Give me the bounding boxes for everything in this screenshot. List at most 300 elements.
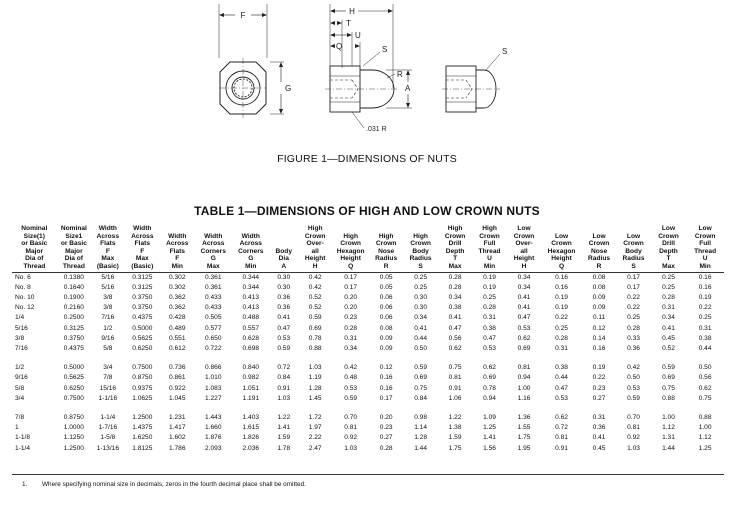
table-cell: 0.428 <box>169 314 186 322</box>
table-cell: 0.866 <box>205 364 222 372</box>
table-row <box>12 272 724 283</box>
table-cell: 1.72 <box>308 414 322 421</box>
column-header-line: F <box>140 247 145 255</box>
table-cell: 0.75 <box>662 384 675 392</box>
column-header-line: H <box>312 262 318 270</box>
table-cell: 0.48 <box>344 374 358 382</box>
table-cell: No. 8 <box>15 283 31 291</box>
table-cell: 1.417 <box>169 424 186 432</box>
table-cell: 0.19 <box>555 293 568 301</box>
table-cell: 0.41 <box>277 314 291 322</box>
table-cell: 0.2500 <box>63 314 84 322</box>
table-cell: 0.69 <box>517 344 531 352</box>
table-cell: 0.6250 <box>132 344 153 352</box>
table-cell: 0.31 <box>592 414 606 421</box>
table-cell: 0.488 <box>242 314 260 322</box>
column-header-line: High <box>378 232 394 240</box>
table-cell: 0.06 <box>379 314 393 322</box>
table-cell: 0.34 <box>517 273 531 281</box>
column-header-line: Min <box>171 262 183 270</box>
table-cell: 1.0000 <box>63 424 84 432</box>
table-cell: 7/16 <box>15 344 28 352</box>
column-header-line: Thread <box>23 262 46 270</box>
table-cell: 0.23 <box>379 424 393 432</box>
table-cell: 0.3125 <box>132 273 153 281</box>
table-cell: 0.47 <box>483 334 496 342</box>
table-cell: 1/2 <box>15 364 25 372</box>
table-cell: 9/16 <box>15 374 28 382</box>
table-cell: No. 10 <box>15 293 35 301</box>
column-header-line: Crown <box>588 240 610 248</box>
table-cell: 0.98 <box>414 414 428 421</box>
column-header-line: Crown <box>694 232 716 240</box>
table-cell: 0.81 <box>344 424 358 432</box>
column-header-line: Crown <box>513 232 535 240</box>
table-cell: 0.20 <box>344 304 358 312</box>
table-cell: 0.28 <box>379 444 393 452</box>
table-cell: 5/8 <box>103 344 113 352</box>
table-cell: 0.53 <box>344 384 358 392</box>
table-cell: 1.75 <box>517 434 531 442</box>
table-cell: 0.59 <box>344 394 358 402</box>
column-header-line: F <box>105 247 110 255</box>
column-header-line: Width <box>241 232 260 240</box>
table-cell: 0.41 <box>414 324 428 332</box>
table-cell: 1.56 <box>483 444 496 452</box>
nut-dimensions-figure <box>0 0 734 175</box>
column-header-line: Flats <box>100 240 116 248</box>
table-cell: 0.09 <box>592 293 606 301</box>
table-cell: 0.17 <box>627 273 640 281</box>
column-header-line: Nose <box>378 247 395 255</box>
table-cell: 0.25 <box>414 283 428 291</box>
table-cell: 1.22 <box>448 414 462 421</box>
column-header-line: Nose <box>590 247 608 255</box>
footnote-text: Where specifying nominal size in decimals, zeros in the fourth decimal place shall be omitted. <box>42 481 306 488</box>
label-A: A <box>405 84 411 93</box>
column-header-line: Height <box>340 255 361 263</box>
table-cell: 1.00 <box>698 424 712 432</box>
figure-caption: FIGURE 1—DIMENSIONS OF NUTS <box>277 153 457 165</box>
table-cell: 1.12 <box>662 424 675 432</box>
column-header <box>507 225 541 272</box>
table-cell: 9/16 <box>101 334 115 342</box>
column-header-line: R <box>383 262 389 270</box>
column-header-line: Crown <box>410 240 431 248</box>
table-cell: 0.28 <box>448 283 462 291</box>
table-cell: 1.78 <box>277 444 291 452</box>
table-cell: 0.17 <box>379 394 393 402</box>
table-cell: 0.41 <box>517 293 531 301</box>
table-cell: 0.34 <box>414 314 428 322</box>
column-header-line: Flats <box>169 247 185 255</box>
table-cell: 0.28 <box>662 293 675 301</box>
table-cell: 0.16 <box>379 374 393 382</box>
table-cell: 0.38 <box>448 304 462 312</box>
table-cell: 1.16 <box>517 394 531 402</box>
column-header <box>195 225 233 272</box>
column-header-line: Dia of <box>64 255 84 263</box>
table-cell: 0.44 <box>555 374 568 382</box>
table-cell: 0.22 <box>592 374 606 382</box>
table-cell: 0.361 <box>205 283 222 291</box>
table-cell: 1.55 <box>517 424 531 432</box>
table-cell: 3/8 <box>103 293 113 301</box>
table-cell: 0.650 <box>205 334 222 342</box>
table-cell: 0.41 <box>448 314 462 322</box>
table-cell: 0.362 <box>169 293 186 301</box>
table-cell: 1.443 <box>205 414 222 421</box>
column-header-line: A <box>281 262 287 270</box>
column-header-line: High <box>307 225 323 232</box>
column-header-line: Width <box>98 225 117 232</box>
table-cell: 0.34 <box>662 314 675 322</box>
column-header-line: Depth <box>445 247 465 255</box>
column-header-line: T <box>453 255 458 263</box>
table-cell: 0.982 <box>242 374 260 382</box>
crown-profile-view <box>325 4 412 133</box>
table-cell: 0.91 <box>277 384 291 392</box>
table-cell: 0.31 <box>555 344 568 352</box>
table-cell: 0.19 <box>698 293 712 301</box>
table-cell: 0.42 <box>308 273 322 281</box>
label-R: R <box>397 70 403 79</box>
table-cell: 1.0625 <box>132 394 153 402</box>
column-header <box>686 225 724 272</box>
column-header-line: Width <box>168 232 187 240</box>
table-cell: 1-5/8 <box>100 434 116 442</box>
table-cell: 0.84 <box>277 374 291 382</box>
table-cell: 1.25 <box>483 424 496 432</box>
column-header-line: or Basic <box>60 240 87 248</box>
table-cell: 0.52 <box>308 304 322 312</box>
column-header-line: U <box>487 255 492 263</box>
column-header-line: Crown <box>479 232 500 240</box>
table-cell: 0.75 <box>414 384 428 392</box>
table-cell: 0.05 <box>379 283 393 291</box>
table-cell: 0.33 <box>627 334 640 342</box>
table-cell: 0.45 <box>662 334 675 342</box>
table-cell: 0.8750 <box>63 414 84 421</box>
column-header-line: Dia of <box>25 255 44 263</box>
table-cell: 0.38 <box>698 334 712 342</box>
column-header-line: Max <box>206 262 220 270</box>
column-header-line: High <box>447 225 463 232</box>
table-cell: 1-1/4 <box>15 444 31 452</box>
table-cell: 0.19 <box>483 273 496 281</box>
table-cell: 1.8125 <box>132 444 153 452</box>
table-cell: 0.34 <box>448 293 462 301</box>
table-cell: 0.50 <box>414 344 428 352</box>
table-cell: 0.362 <box>169 304 186 312</box>
column-header-line: Flats <box>134 240 150 248</box>
table-cell: 0.72 <box>555 424 568 432</box>
table-cell: 0.36 <box>277 304 291 312</box>
table-cell: 0.5000 <box>63 364 84 372</box>
table-cell: 0.50 <box>627 374 640 382</box>
low-crown-view <box>442 47 507 112</box>
column-header <box>298 225 332 272</box>
table-cell: 0.433 <box>205 293 222 301</box>
table-cell: 0.922 <box>169 384 186 392</box>
table-cell: 0.34 <box>344 344 358 352</box>
table-cell: 0.81 <box>555 434 568 442</box>
label-F: F <box>240 11 246 20</box>
table-cell: 1.45 <box>308 394 322 402</box>
table-cell: 0.28 <box>344 324 358 332</box>
table-cell: 0.45 <box>592 444 606 452</box>
table-cell: 0.41 <box>662 324 675 332</box>
table-cell: 0.25 <box>662 283 675 291</box>
table-cell: 0.70 <box>344 414 358 421</box>
table-cell: 0.344 <box>242 273 260 281</box>
table-cell: 0.722 <box>205 344 222 352</box>
table-cell: 0.59 <box>308 314 322 322</box>
column-header-line: Min <box>483 262 496 270</box>
table-cell: 0.50 <box>698 364 712 372</box>
table-cell: 0.8750 <box>132 374 153 382</box>
column-header-line: Low <box>661 225 676 232</box>
table-cell: 0.56 <box>698 374 712 382</box>
column-header-line: Height <box>513 255 535 263</box>
label-U: U <box>355 31 361 40</box>
column-header-line: Major <box>65 247 83 255</box>
column-header <box>12 225 57 272</box>
column-header-line: Dia <box>278 255 289 263</box>
column-header-line: Body <box>625 247 642 255</box>
table-cell: No. 12 <box>15 304 35 312</box>
table-cell: 0.92 <box>344 434 358 442</box>
table-cell: 0.59 <box>277 344 291 352</box>
table-cell: 0.75 <box>448 364 462 372</box>
column-header-line: Hexagon <box>336 247 365 255</box>
table-cell: 0.413 <box>242 293 260 301</box>
table-cell: 0.2160 <box>63 304 84 312</box>
table-row <box>12 373 724 383</box>
table-cell: 0.3750 <box>132 293 153 301</box>
column-header-line: Crown <box>623 240 644 248</box>
column-header-line: Low <box>517 225 531 232</box>
table-cell: 0.28 <box>448 273 462 281</box>
table-cell: 1.12 <box>698 434 712 442</box>
table-cell: 0.1640 <box>63 283 84 291</box>
table-cell: 0.72 <box>277 364 291 372</box>
table-cell: 2.22 <box>308 434 322 442</box>
column-header-line: High <box>343 232 358 240</box>
table-row <box>12 413 724 423</box>
column-header <box>541 225 582 272</box>
column-header-line: Low <box>554 232 569 240</box>
table-cell: 1.403 <box>242 414 260 421</box>
column-header-line: Across <box>131 232 154 240</box>
column-header <box>91 225 124 272</box>
table-cell: 0.09 <box>379 334 393 342</box>
column-header-line: Crown <box>340 240 361 248</box>
column-header <box>332 225 369 272</box>
column-header-line: Crown <box>551 240 572 248</box>
column-header-line: Over- <box>306 240 324 248</box>
table-cell: 0.62 <box>555 414 568 421</box>
table-cell: 0.53 <box>277 334 291 342</box>
table-cell: 0.505 <box>205 314 222 322</box>
column-header-line: (Basic) <box>131 262 154 270</box>
footnote <box>22 481 306 488</box>
column-header-line: Across <box>239 240 262 248</box>
table-cell: 1.03 <box>344 444 358 452</box>
table-cell: 0.557 <box>242 324 260 332</box>
table-cell: 1.1250 <box>63 434 84 442</box>
column-header-line: Body <box>412 247 429 255</box>
table-header-row <box>12 225 724 272</box>
table-cell: 7/8 <box>15 414 25 421</box>
table-cell: 0.88 <box>698 414 712 421</box>
table-cell: 0.47 <box>277 324 291 332</box>
column-header <box>270 225 298 272</box>
column-header-line: High <box>413 232 428 240</box>
column-header-line: Crown <box>304 232 326 240</box>
table-cell: 0.08 <box>379 324 393 332</box>
table-cell: 0.577 <box>205 324 222 332</box>
column-header-line: G <box>210 255 216 263</box>
table-cell: 7/8 <box>103 374 113 382</box>
column-header-line: Size1 <box>65 232 83 240</box>
table-cell: 1.00 <box>662 414 675 421</box>
table-cell: 3/8 <box>103 304 113 312</box>
table-cell: 0.08 <box>592 273 606 281</box>
table-cell: 0.9375 <box>132 384 153 392</box>
table-cell: 1.615 <box>242 424 260 432</box>
table-cell: 1.19 <box>308 374 322 382</box>
table-cell: 0.30 <box>414 304 428 312</box>
table-cell: 1.6250 <box>132 434 153 442</box>
label-S-right: S <box>502 47 508 56</box>
table-cell: 1.22 <box>277 414 291 421</box>
column-header-line: H <box>521 262 527 270</box>
table-cell: 1.36 <box>517 414 531 421</box>
column-header <box>369 225 403 272</box>
column-header <box>438 225 472 272</box>
column-header-line: all <box>311 247 319 255</box>
table-cell: 0.16 <box>592 344 606 352</box>
table-cell: 0.41 <box>517 304 531 312</box>
table-row <box>12 433 724 443</box>
table-cell: 0.53 <box>517 324 531 332</box>
table-cell: 1.14 <box>414 424 428 432</box>
table-cell: 0.628 <box>242 334 260 342</box>
table-cell: 2.093 <box>205 444 222 452</box>
column-header-line: Across <box>202 240 225 248</box>
table-cell: 0.489 <box>169 324 186 332</box>
table-cell: 0.25 <box>698 314 712 322</box>
column-header-line: Low <box>626 232 641 240</box>
table-cell: 1-7/16 <box>98 424 118 432</box>
table-cell: 0.53 <box>627 384 640 392</box>
table-cell: 1.660 <box>205 424 222 432</box>
table-cell: 0.09 <box>592 304 606 312</box>
table-cell: 0.736 <box>169 364 186 372</box>
table-cell: 0.4375 <box>132 314 153 322</box>
table-cell: 0.34 <box>517 283 531 291</box>
table-cell: 7/16 <box>101 314 115 322</box>
column-header-line: Max <box>662 262 675 270</box>
table-cell: 0.14 <box>592 334 606 342</box>
table-cell: 1.09 <box>483 414 496 421</box>
column-header-line: Thread <box>478 247 501 255</box>
table-cell: 0.27 <box>592 394 606 402</box>
table-cell: 0.413 <box>242 304 260 312</box>
table-cell: 0.30 <box>277 273 291 281</box>
column-header-line: Max <box>448 262 462 270</box>
table-cell: 0.62 <box>448 344 462 352</box>
table-cell: 1.95 <box>517 444 531 452</box>
table-cell: 1.59 <box>448 434 462 442</box>
table-cell: 0.1380 <box>63 273 84 281</box>
column-header-line: Max <box>101 255 115 263</box>
table-cell: 0.69 <box>414 374 428 382</box>
table-cell: 1.28 <box>414 434 428 442</box>
table-cell: 0.433 <box>205 304 222 312</box>
column-header-line: G <box>248 255 254 263</box>
column-header <box>582 225 616 272</box>
column-header-line: (Basic) <box>96 262 119 270</box>
column-header-line: Over- <box>515 240 533 248</box>
table-cell: 0.81 <box>627 424 640 432</box>
column-header-line: Max <box>135 255 149 263</box>
table-cell: 1.2500 <box>132 414 153 421</box>
column-header <box>616 225 650 272</box>
column-header-line: Drill <box>662 240 675 248</box>
table-cell: 0.31 <box>483 314 496 322</box>
column-header-line: Radius <box>588 255 611 263</box>
table-cell: 0.06 <box>379 304 393 312</box>
table-cell: 3/4 <box>103 364 113 372</box>
table-row <box>12 293 724 303</box>
table-cell: 1.051 <box>242 384 260 392</box>
table-cell: 0.344 <box>242 283 260 291</box>
column-header-line: Thread <box>694 247 717 255</box>
table-cell: 0.11 <box>592 314 606 322</box>
column-header-line: Hexagon <box>547 247 576 255</box>
table-cell: 0.36 <box>277 293 291 301</box>
table-cell: 0.30 <box>414 293 428 301</box>
table-cell: 0.70 <box>627 414 640 421</box>
table-cell: 2.036 <box>242 444 260 452</box>
table-cell: 0.20 <box>344 293 358 301</box>
table-cell: 1-1/4 <box>100 414 116 421</box>
table-cell: 0.47 <box>448 324 462 332</box>
label-radius-note: .031 R <box>366 126 387 133</box>
column-header-line: U <box>702 255 708 263</box>
table-cell: 1 <box>15 424 19 432</box>
table-cell: 0.52 <box>308 293 322 301</box>
table-cell: 0.3750 <box>63 334 84 342</box>
table-row <box>12 423 724 433</box>
table-cell: 0.94 <box>483 394 496 402</box>
table-row <box>12 444 724 454</box>
table-cell: 0.22 <box>698 304 712 312</box>
table-cell: 1.191 <box>242 394 260 402</box>
table-row <box>12 344 724 354</box>
table-row <box>12 363 724 373</box>
table-cell: 0.09 <box>379 344 393 352</box>
column-header-line: Across <box>96 232 119 240</box>
table-cell: 0.23 <box>592 384 606 392</box>
table-cell: 0.25 <box>414 273 428 281</box>
table-cell: 0.62 <box>483 364 496 372</box>
table-cell: 0.27 <box>379 434 393 442</box>
column-header-line: R <box>596 262 602 270</box>
table-cell: 0.6250 <box>63 384 84 392</box>
